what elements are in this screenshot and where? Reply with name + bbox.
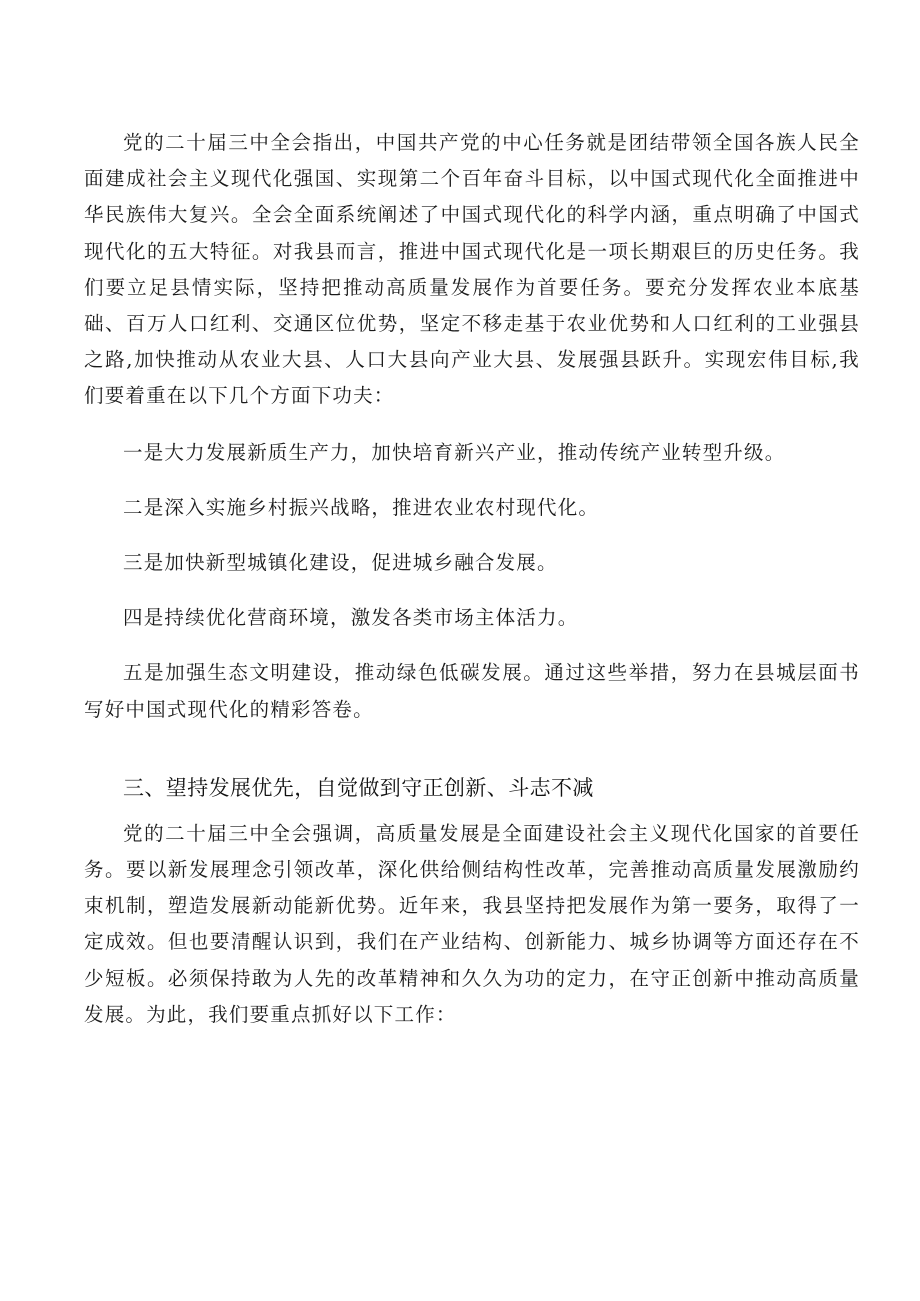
list-item-3: 三是加快新型城镇化建设，促进城乡融合发展。 <box>123 551 558 575</box>
list-item-5: 五是加强生态文明建设，推动绿色低碳发展。通过这些举措，努力在县城层面书写好中国式现代化的精彩答卷。 <box>84 661 860 721</box>
list-item-1: 一是大力发展新质生产力，加快培育新兴产业，推动传统产业转型升级。 <box>123 440 786 464</box>
list-item-4: 四是持续优化营商环境，激发各类市场主体活力。 <box>123 606 579 630</box>
section-heading: 三、望持发展优先，自觉做到守正创新、斗志不减 <box>123 775 594 800</box>
intro-paragraph: 党的二十届三中全会指出，中国共产党的中心任务就是团结带领全国各族人民全面建成社会主义现代化强国、实现第二个百年奋斗目标，以中国式现代化全面推进中华民族伟大复兴。全会全面系统阐述了中国式现代化的科学内涵，重点明确了中国式现代化的五大特征。对我县而言，推进中国式现代化是一项长期艰巨的历史任务。我们要立足县情实际，坚持把推动高质量发展作为首要任务。要充分发挥农业本底基础、百万人口红利、交通区位优势，坚定不移走基于农业优势和人口红利的工业强县之路,加快推动从农业大县、人口大县向产业大县、发展强县跃升。实现宏伟目标,我们要着重在以下几个方面下功夫： <box>84 131 860 408</box>
section-paragraph: 党的二十届三中全会强调，高质量发展是全面建设社会主义现代化国家的首要任务。要以新发展理念引领改革，深化供给侧结构性改革，完善推动高质量发展激励约束机制，塑造发展新动能新优势。近年来，我县坚持把发展作为第一要务，取得了一定成效。但也要清醒认识到，我们在产业结构、创新能力、城乡协调等方面还存在不少短板。必须保持敢为人先的改革精神和久久为功的定力，在守正创新中推动高质量发展。为此，我们要重点抓好以下工作： <box>84 821 860 1026</box>
document-body <box>84 125 860 1033</box>
list-item-2: 二是深入实施乡村振兴战略，推进农业农村现代化。 <box>123 495 600 519</box>
